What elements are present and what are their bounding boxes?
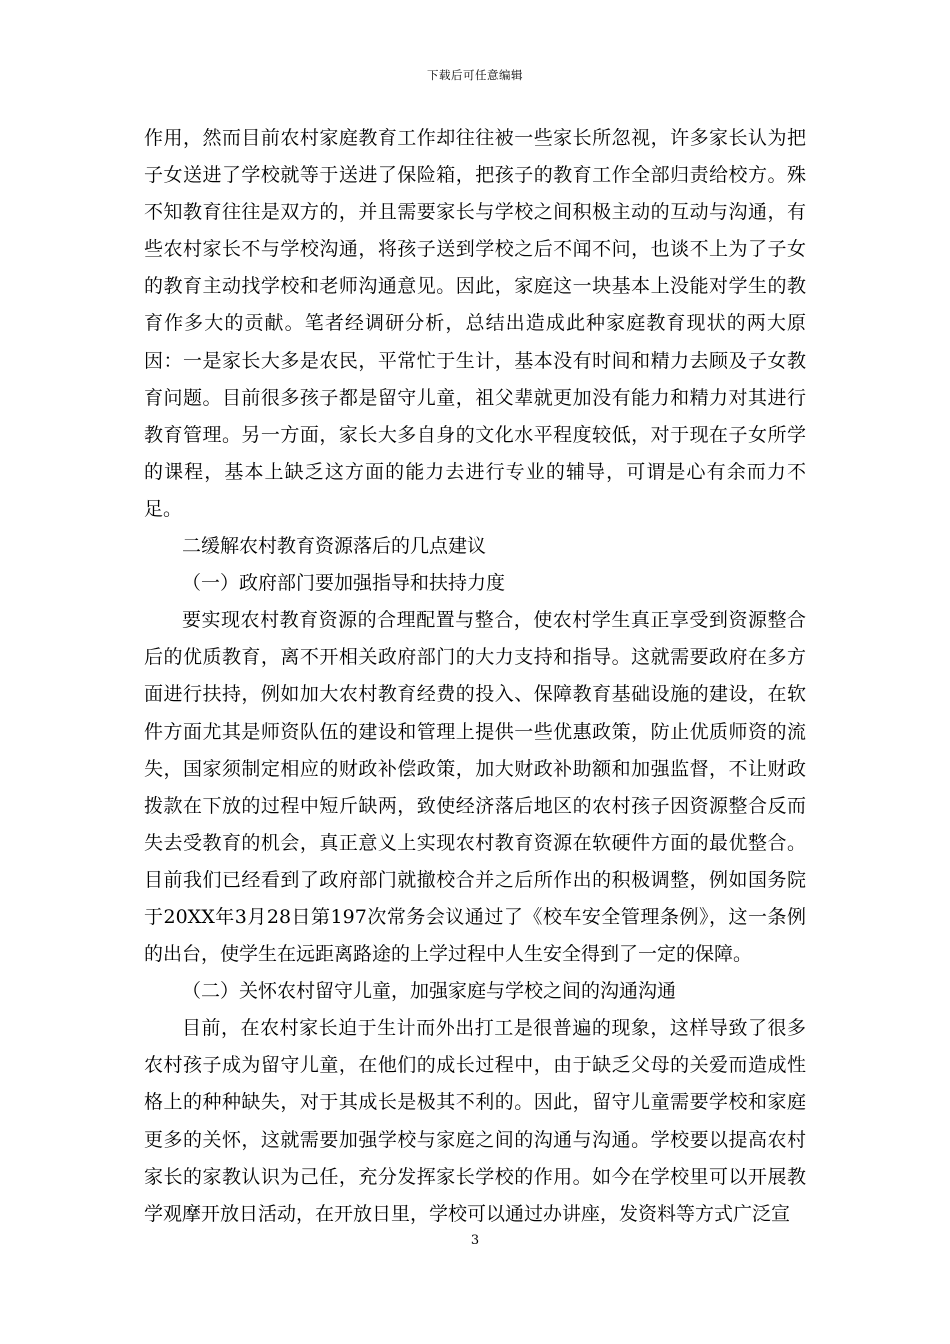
paragraph-left-behind-children: 目前，在农村家长迫于生计而外出打工是很普遍的现象，这样导致了很多农村孩子成为留守儿童，在他们的成长过程中，由于缺乏父母的关爱而造成性格上的种种缺失，对于其成长是极其不利的。因此，留守儿童需要学校和家庭更多的关怀，这就需要加强学校与家庭之间的沟通与沟通。学校要以提高农村家长的家教认识为己任，充分发挥家长学校的作用。如今在学校里可以开展教学观摩开放日活动，在开放日里，学校可以通过办讲座，发资料等方式广泛宣 (144, 1017, 806, 1225)
paragraph-continuation: 作用，然而目前农村家庭教育工作却往往被一些家长所忽视，许多家长认为把子女送进了学校就等于送进了保险箱，把孩子的教育工作全部归责给校方。殊不知教育往往是双方的，并且需要家长与学校之间积极主动的互动与沟通，有些农村家长不与学校沟通，将孩子送到学校之后不闻不问，也谈不上为了子女的教育主动找学校和老师沟通意见。因此，家庭这一块基本上没能对学生的教育作多大的贡献。笔者经调研分析，总结出造成此种家庭教育现状的两大原因：一是家长大多是农民，平常忙于生计，基本没有时间和精力去顾及子女教育问题。目前很多孩子都是留守儿童，祖父辈就更加没有能力和精力对其进行教育管理。另一方面，家长大多自身的文化水平程度较低，对于现在子女所学的课程，基本上缺乏这方面的能力去进行专业的辅导，可谓是心有余而力不足。 (144, 127, 806, 520)
sub-heading-left-behind-children: （二）关怀农村留守儿童，加强家庭与学校之间的沟通沟通 (182, 980, 677, 1003)
page-header: 下载后可任意编辑 (427, 68, 523, 82)
document-body (144, 120, 806, 1233)
sub-heading-government: （一）政府部门要加强指导和扶持力度 (182, 572, 506, 595)
section-heading: 二缓解农村教育资源落后的几点建议 (182, 535, 487, 558)
paragraph-government-support: 要实现农村教育资源的合理配置与整合，使农村学生真正享受到资源整合后的优质教育，离不开相关政府部门的大力支持和指导。这就需要政府在多方面进行扶持，例如加大农村教育经费的投入、保障教育基础设施的建设，在软件方面尤其是师资队伍的建设和管理上提供一些优惠政策，防止优质师资的流失，国家须制定相应的财政补偿政策，加大财政补助额和加强监督，不让财政拨款在下放的过程中短斤缺两，致使经济落后地区的农村孩子因资源整合反而失去受教育的机会，真正意义上实现农村教育资源在软硬件方面的最优整合。目前我们已经看到了政府部门就撤校合并之后所作出的积极调整，例如国务院于20XX年3月28日第197次常务会议通过了《校车安全管理条例》，这一条例的出台，使学生在远距离路途的上学过程中人生安全得到了一定的保障。 (144, 609, 806, 966)
page-number: 3 (470, 1233, 480, 1248)
